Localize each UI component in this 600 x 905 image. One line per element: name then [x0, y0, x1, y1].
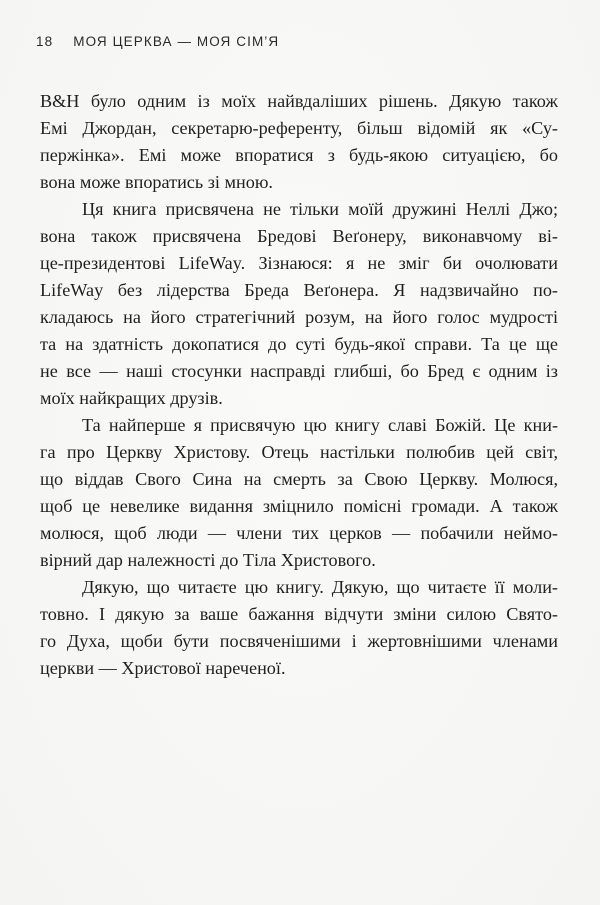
text-line: го Духа, щоби бути посвяченішими і жертовнішими членами — [40, 631, 558, 651]
text-line: вірний дар належності до Тіла Христового. — [40, 550, 376, 570]
page-number: 18 — [36, 34, 54, 49]
paragraph-1 — [40, 88, 558, 196]
text-line: церкви — Христової нареченої. — [40, 658, 286, 678]
text-line: Ця книга присвячена не тільки моїй дружині Неллі Джо; — [82, 199, 558, 219]
paragraph-4 — [40, 574, 558, 682]
text-line: Емі Джордан, секретарю-референту, більш відомій як «Су- — [40, 118, 558, 138]
text-line: це-президентові LifeWay. Зізнаюся: я не зміг би очолювати — [40, 253, 558, 273]
text-line: молюся, щоб люди — члени тих церков — побачили неймо- — [40, 523, 558, 543]
text-line: Дякую, що читаєте цю книгу. Дякую, що читаєте її моли- — [82, 577, 558, 597]
text-line: моїх найкращих друзів. — [40, 388, 223, 408]
text-line: Та найперше я присвячую цю книгу славі Божій. Це кни- — [82, 415, 558, 435]
text-line: B&H було одним із моїх найвдаліших рішень. Дякую також — [40, 91, 558, 111]
text-line: вона може впоратись зі мною. — [40, 172, 273, 192]
text-line: товно. І дякую за ваше бажання відчути зміни силою Свято- — [40, 604, 558, 624]
text-line: кладаюсь на його стратегічний розум, на його голос мудрості — [40, 307, 558, 327]
text-line: що віддав Свого Сина на смерть за Свою Церкву. Молюся, — [40, 469, 558, 489]
text-line: вона також присвячена Бредові Веґонеру, виконавчому ві- — [40, 226, 558, 246]
text-line: пержінка». Емі може впоратися з будь-якою ситуацією, бо — [40, 145, 558, 165]
running-head-title: МОЯ ЦЕРКВА — МОЯ СІМ’Я — [73, 34, 280, 49]
text-line: та на здатність докопатися до суті будь-якої справи. Та це ще — [40, 334, 558, 354]
body-text — [40, 88, 558, 682]
paragraph-3 — [40, 412, 558, 574]
text-line: не все — наші стосунки насправді глибші, бо Бред є одним із — [40, 361, 558, 381]
paragraph-2 — [40, 196, 558, 412]
text-line: LifeWay без лідерства Бреда Веґонера. Я надзвичайно по- — [40, 280, 558, 300]
text-line: га про Церкву Христову. Отець настільки полюбив цей світ, — [40, 442, 558, 462]
running-head — [36, 34, 279, 49]
text-line: щоб це невелике видання зміцнило помісні громади. А також — [40, 496, 558, 516]
